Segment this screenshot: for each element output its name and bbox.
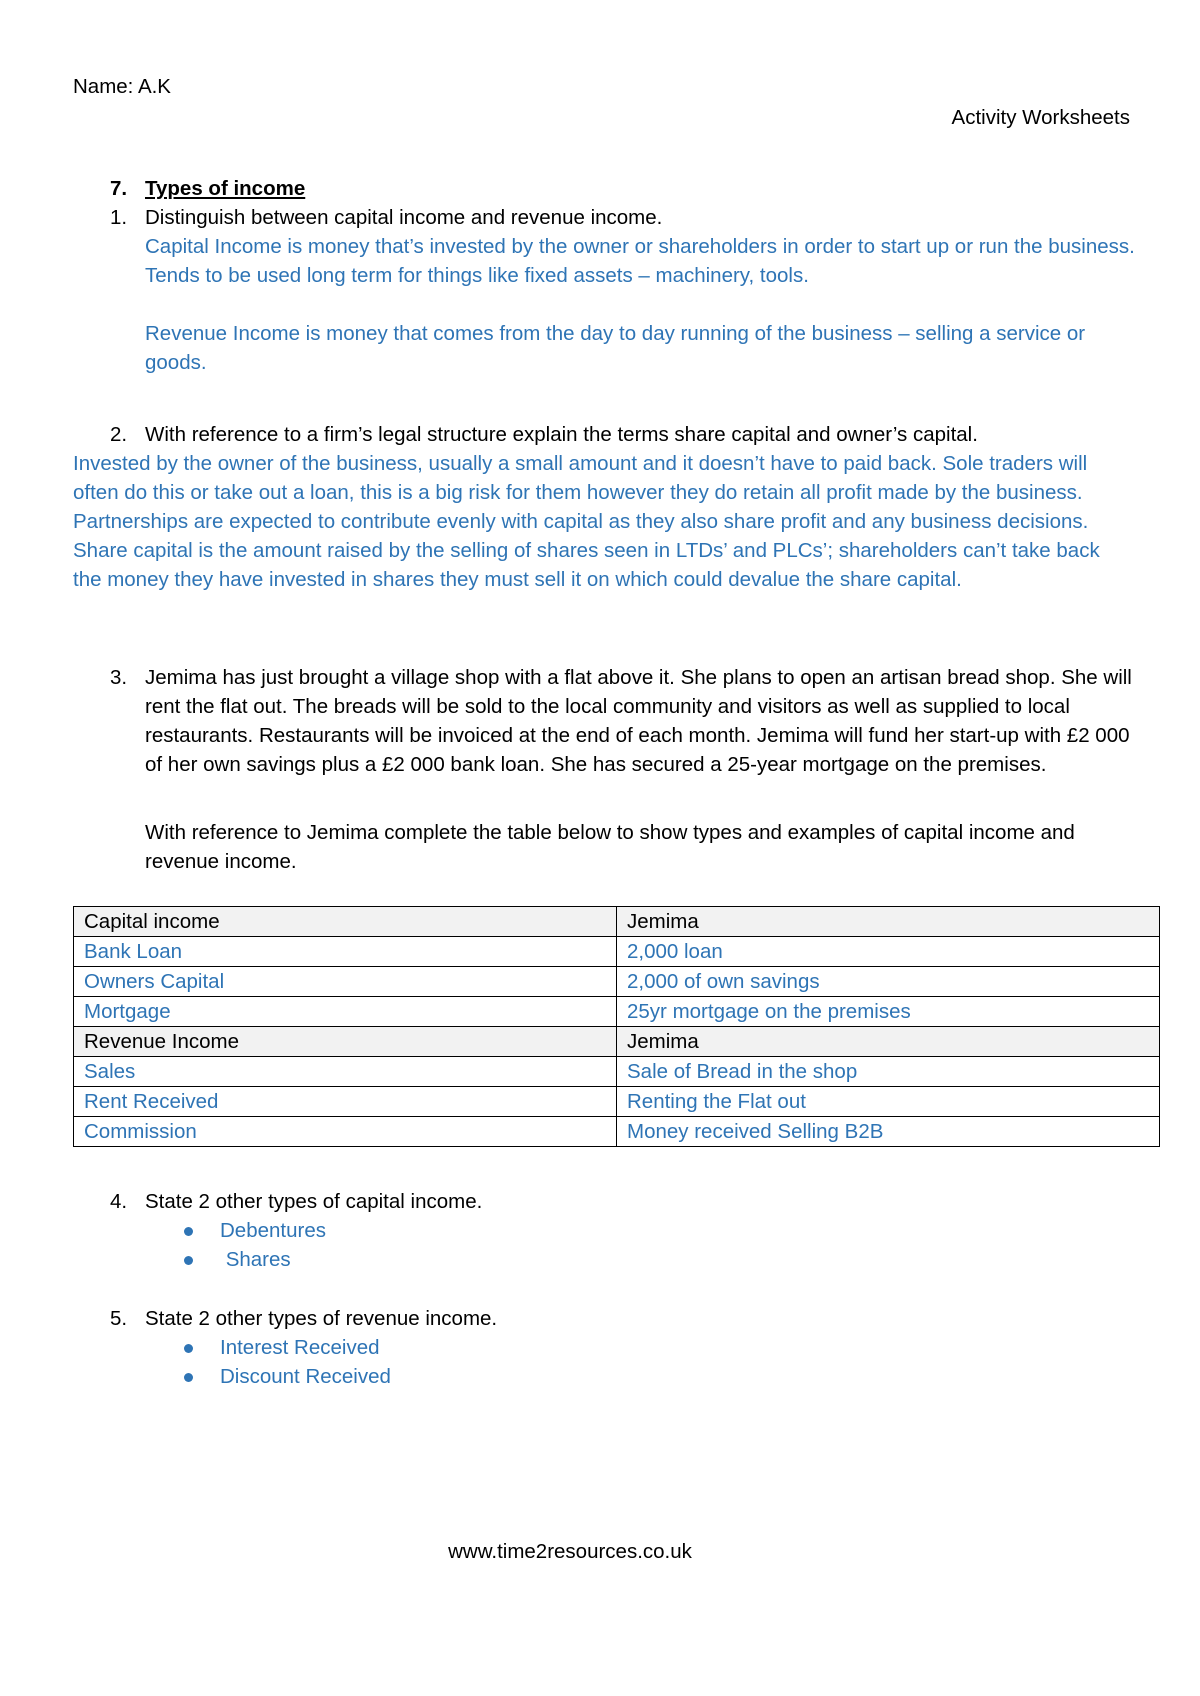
list-item-text: Shares bbox=[220, 1248, 291, 1271]
table-cell: Sale of Bread in the shop bbox=[617, 1057, 1160, 1087]
table-row bbox=[74, 997, 1160, 1027]
table-cell: Money received Selling B2B bbox=[617, 1117, 1160, 1147]
question-3 bbox=[110, 663, 1150, 779]
bullet-icon bbox=[184, 1227, 193, 1236]
answer-capital-income: Capital Income is money that’s invested by the owner or shareholders in order to start up or run the business. Tends to be used long term for things like fixed assets – machinery, tools. bbox=[145, 235, 1135, 287]
student-name: Name: A.K bbox=[73, 75, 171, 98]
question-text: With reference to a firm’s legal structure explain the terms share capital and owner’s capital. bbox=[145, 423, 978, 446]
section-heading bbox=[110, 174, 305, 203]
worksheet-title: Activity Worksheets bbox=[951, 106, 1130, 129]
table-cell: 2,000 loan bbox=[617, 937, 1160, 967]
table-cell: 25yr mortgage on the premises bbox=[617, 997, 1160, 1027]
table-header-cell: Capital income bbox=[74, 907, 617, 937]
question-text: State 2 other types of capital income. bbox=[145, 1190, 483, 1213]
table-cell: Rent Received bbox=[74, 1087, 617, 1117]
table-header-cell: Jemima bbox=[617, 907, 1160, 937]
table-header-cell: Revenue Income bbox=[74, 1027, 617, 1057]
list-item bbox=[110, 1216, 910, 1245]
list-item bbox=[110, 1362, 910, 1391]
question-number: 3. bbox=[110, 666, 128, 689]
question-number: 2. bbox=[110, 423, 128, 446]
answer-revenue-income: Revenue Income is money that comes from the day to day running of the business – selling a service or goods. bbox=[145, 322, 1086, 374]
list-item-text: Discount Received bbox=[220, 1365, 391, 1388]
income-table bbox=[73, 906, 1160, 1147]
list-item bbox=[110, 1333, 910, 1362]
footer-url: www.time2resources.co.uk bbox=[448, 1540, 692, 1563]
table-header-row bbox=[74, 1027, 1160, 1057]
table-cell: Bank Loan bbox=[74, 937, 617, 967]
question-3-instruction bbox=[110, 818, 1150, 876]
bullet-icon bbox=[184, 1373, 193, 1382]
table-row bbox=[74, 1117, 1160, 1147]
question-5 bbox=[110, 1304, 1150, 1333]
list-item-text: Interest Received bbox=[220, 1336, 380, 1359]
table-cell: Owners Capital bbox=[74, 967, 617, 997]
capital-income-list bbox=[110, 1216, 910, 1274]
table-row bbox=[74, 1057, 1160, 1087]
revenue-income-list bbox=[110, 1333, 910, 1391]
bullet-icon bbox=[184, 1256, 193, 1265]
question-number: 4. bbox=[110, 1190, 128, 1213]
table-cell: Commission bbox=[74, 1117, 617, 1147]
question-number: 5. bbox=[110, 1307, 128, 1330]
question-4 bbox=[110, 1187, 1150, 1216]
question-text: Distinguish between capital income and revenue income. bbox=[145, 206, 663, 229]
question-2 bbox=[110, 420, 1150, 449]
answer-share-owners-capital: Invested by the owner of the business, usually a small amount and it doesn’t have to paid back. Sole traders will often do this or take out a loan, this is a big risk for them however they do retain all profit made by the business. Partnerships are expected to contribute evenly with capital as they also share profit and any business decisions. Share capital is the amount raised by the selling of shares seen in LTDs’ and PLCs’; shareholders can’t take back the money they have invested in shares they must sell it on which could devalue the share capital. bbox=[73, 452, 1100, 591]
table-row bbox=[74, 937, 1160, 967]
section-number: 7. bbox=[110, 177, 128, 200]
table-row bbox=[74, 1087, 1160, 1117]
scenario-text: Jemima has just brought a village shop with a flat above it. She plans to open an artisan bread shop. She will rent the flat out. The breads will be sold to the local community and visitors as well as supplied to local restaurants. Restaurants will be invoiced at the end of each month. Jemima will fund her start-up with £2 000 of her own savings plus a £2 000 bank loan. She has secured a 25-year mortgage on the premises. bbox=[145, 666, 1132, 776]
table-header-row bbox=[74, 907, 1160, 937]
bullet-icon bbox=[184, 1344, 193, 1353]
question-number: 1. bbox=[110, 206, 128, 229]
question-text: State 2 other types of revenue income. bbox=[145, 1307, 498, 1330]
list-item bbox=[110, 1245, 910, 1274]
table-row bbox=[74, 967, 1160, 997]
table-cell: 2,000 of own savings bbox=[617, 967, 1160, 997]
table-header-cell: Jemima bbox=[617, 1027, 1160, 1057]
table-cell: Mortgage bbox=[74, 997, 617, 1027]
question-1 bbox=[110, 203, 1150, 377]
instruction-text: With reference to Jemima complete the table below to show types and examples of capital income and revenue income. bbox=[145, 821, 1075, 873]
section-title: Types of income bbox=[145, 177, 306, 200]
list-item-text: Debentures bbox=[220, 1219, 326, 1242]
table-cell: Sales bbox=[74, 1057, 617, 1087]
table-cell: Renting the Flat out bbox=[617, 1087, 1160, 1117]
